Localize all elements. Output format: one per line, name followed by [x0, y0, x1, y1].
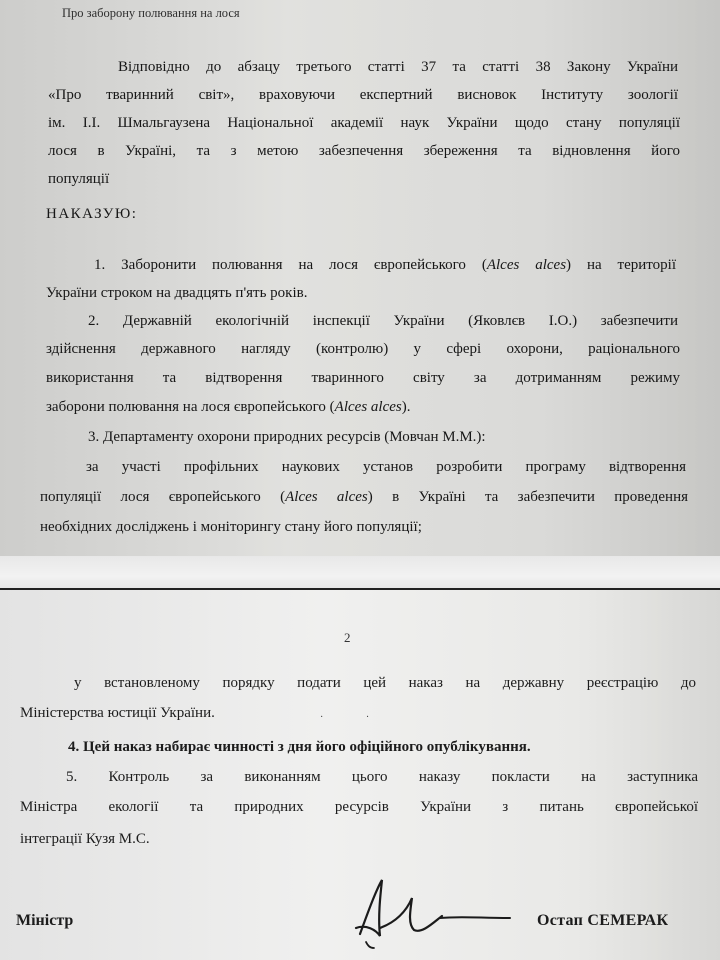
item-2-line-3: використання та відтворення тваринного світу за дотриманням режиму [46, 370, 680, 386]
item-4: 4. Цей наказ набирає чинності з дня його офіційного опублікування. [68, 739, 531, 755]
item-3-sub-line-1: за участі профільних наукових установ розробити програму відтворення [86, 459, 686, 475]
item-1-line-2: України строком на двадцять п'ять років. [46, 285, 308, 301]
latin-name: Alces alces [285, 489, 368, 505]
preamble-line: лося в Україні, та з метою забезпечення збереження та відновлення його [48, 143, 680, 159]
scan-specks: · · [320, 712, 390, 723]
item-5-line-2: Міністра екології та природних ресурсів України з питань європейської [20, 799, 698, 815]
signatory-title: Міністр [16, 912, 74, 929]
item-1-line-1: 1. Заборонити полювання на лося європейського (Alces alces) на території [94, 257, 676, 273]
latin-name: Alces alces [334, 399, 402, 415]
preamble-line: «Про тваринний світ», враховуючи експертний висновок Інституту зоології [48, 87, 678, 103]
preamble-line: ім. І.І. Шмальгаузена Національної академії наук України щодо стану популяції [48, 115, 680, 131]
preamble-line: Відповідно до абзацу третього статті 37 та статті 38 Закону України [118, 59, 678, 75]
item-3-cont-line-1: у встановленому порядку подати цей наказ на державну реєстрацію до [74, 675, 696, 691]
handwritten-signature [350, 872, 520, 952]
item-5-line-3: інтеграції Кузя М.С. [20, 831, 150, 847]
item-3-line-1: 3. Департаменту охорони природних ресурсів (Мовчан М.М.): [88, 429, 486, 445]
latin-name: Alces alces [486, 257, 567, 273]
signatory-name: Остап СЕМЕРАК [537, 912, 669, 929]
item-2-line-4: заборони полювання на лося європейського (Alces alces). [46, 399, 411, 415]
item-3-sub-line-2: популяції лося європейського (Alces alces) в Україні та забезпечити проведення [40, 489, 688, 505]
item-2-line-2: здійснення державного нагляду (контролю) у сфері охорони, раціонального [46, 341, 680, 357]
item-3-sub-line-3: необхідних досліджень і моніторингу стану його популяції; [40, 519, 422, 535]
item-5-line-1: 5. Контроль за виконанням цього наказу покласти на заступника [66, 769, 698, 785]
item-2-line-1: 2. Державній екологічній інспекції України (Яковлєв І.О.) забезпечити [88, 313, 678, 329]
item-3-cont-line-2: Міністерства юстиції України. [20, 705, 215, 721]
page-number: 2 [344, 630, 351, 645]
preamble-line: популяції [48, 171, 110, 187]
order-heading: НАКАЗУЮ: [46, 206, 138, 222]
document-subject: Про заборону полювання на лося [62, 6, 240, 20]
page-gap [0, 556, 720, 590]
